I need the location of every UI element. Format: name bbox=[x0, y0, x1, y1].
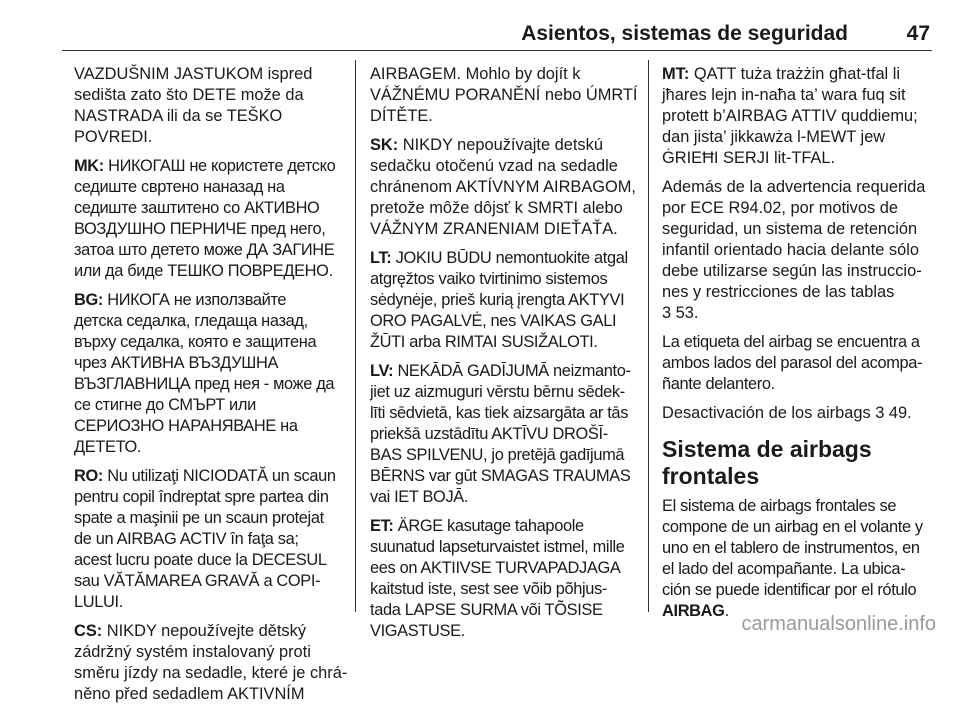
language-code-lt: LT: bbox=[370, 249, 392, 267]
language-code-bg: BG: bbox=[74, 291, 103, 309]
paragraph-lt: LT: JOKIU BŪDU nemontuokite atgal atgręžtos vaiko tvirtinimo sistemos sėdynėje, prieš kurią įrengta AKTYVI ORO PAGALVĖ, nes VAIKAS GALI ŽŪTI arba RIMTAI SUSIŽALOTI. bbox=[370, 249, 628, 351]
language-code-lv: LV: bbox=[370, 362, 394, 380]
watermark: carmanualsonline.info bbox=[741, 613, 936, 635]
paragraph-deactivation-ref: Desactivación de los airbags 3 49. bbox=[662, 404, 912, 422]
header-rule bbox=[62, 50, 932, 51]
language-code-et: ET: bbox=[370, 517, 394, 535]
page-reference-53[interactable]: 53. bbox=[671, 304, 699, 322]
paragraph-airbag-label: La etiqueta del airbag se encuentra a ambos lados del parasol del acompa- ñante delantero. bbox=[662, 333, 923, 393]
column-divider-1 bbox=[355, 60, 356, 612]
paragraph-mt: MT: QATT tuża trażżin għat-tfal li jħares lejn in-naħa ta’ wara fuq sit protett b’AIRBAG ATTIV quddiemu; dan jista’ jikkawża l-MEWT jew ĠRIEĦI SERJI lit-TFAL. bbox=[662, 65, 918, 167]
paragraph-ro: RO: Nu utilizaţi NICIODATĂ un scaun pentru copil îndreptat spre partea din spate a maşinii pe un scaun protejat de un AIRBAG ACTIV în faţa sa; acest lucru poate duce la DECESUL sau VĂTĂMAREA GRAVĂ a COPI- LULUI. bbox=[74, 467, 336, 611]
page-title: Asientos, sistemas de seguridad bbox=[521, 22, 848, 45]
page-header bbox=[0, 0, 960, 54]
paragraph-cs-continued: AIRBAGEM. Mohlo by dojít k VÁŽNÉMU PORANĚNÍ nebo ÚMRTÍ DÍTĚTE. bbox=[370, 65, 638, 125]
paragraph-sr-continued: VAZDUŠNIM JASTUKOM ispred sedišta zato što DETE može da NASTRADA ili da se TEŠKO POVREDI. bbox=[74, 65, 313, 146]
paragraph-cs: CS: NIKDY nepoužívejte dětský zádržný systém instalovaný proti směru jízdy na sedadle, které je chrá- něno před sedadlem AKTIVNÍM bbox=[74, 622, 348, 703]
page-reference-49[interactable]: 49. bbox=[884, 404, 912, 422]
airbag-label-bold: AIRBAG bbox=[662, 602, 725, 620]
language-code-mt: MT: bbox=[662, 65, 690, 83]
section-heading: Sistema de airbags frontales bbox=[662, 436, 872, 489]
language-code-ro: RO: bbox=[74, 467, 103, 485]
language-code-cs: CS: bbox=[74, 622, 103, 640]
column-1 bbox=[74, 64, 350, 713]
column-divider-2 bbox=[648, 60, 649, 612]
page-reference-arrow-icon: 3 bbox=[875, 404, 885, 422]
page-reference-arrow-icon: 3 bbox=[662, 304, 672, 322]
column-2 bbox=[370, 64, 638, 650]
language-code-sk: SK: bbox=[370, 136, 399, 154]
paragraph-et: ET: ÄRGE kasutage tahapoole suunatud lapseturvaistet istmel, mille ees on AKTIIVSE TURVAPADJAGA kaitstud iste, sest see võib põhjus- tada LAPSE SURMA või TÕSISE VIGASTUSE. bbox=[370, 517, 625, 640]
column-3 bbox=[662, 64, 932, 630]
paragraph-ece-advice: Además de la advertencia requerida por ECE R94.02, por motivos de seguridad, un sistema de retención infantil orientado hacia delante sólo debe utilizarse según las instruccio- nes y restricciones de las tablas 3 53. bbox=[662, 178, 926, 322]
paragraph-sk: SK: NIKDY nepoužívajte detskú sedačku otočenú vzad na sedadle chránenom AKTÍVNYM AIRBAGOM, pretože môže dôjsť k SMRTI alebo VÁŽNYM ZRANENIAM DIEŤAŤA. bbox=[370, 136, 636, 238]
paragraph-bg: BG: НИКОГА не използвайте детска седалка, гледаща назад, върху седалка, която е защитена чрез АКТИВНА ВЪЗДУШНА ВЪЗГЛАВНИЦА пред нея - може да се стигне до СМЪРТ или СЕРИОЗНО НАРАНЯВАНЕ на ДЕТЕТО. bbox=[74, 291, 335, 456]
language-code-mk: MK: bbox=[74, 157, 104, 175]
page-number: 47 bbox=[906, 22, 930, 45]
paragraph-frontal-airbags: El sistema de airbags frontales se compone de un airbag en el volante y uno en el tablero de instrumentos, en el lado del acompañante. La ubica- ción se puede identificar por el rótulo AIRBAG. bbox=[662, 497, 923, 620]
paragraph-mk: MK: НИКОГАШ не користете детско седиште свртено наназад на седиште заштитено со АКТИВНО ВОЗДУШНО ПЕРНИЧЕ пред него, затоа што детето може ДА ЗАГИНЕ или да биде ТЕШКО ПОВРЕДЕНО. bbox=[74, 157, 336, 280]
paragraph-lv: LV: NEKĀDĀ GADĪJUMĀ neizmanto- jiet uz aizmuguri vērstu bērnu sēdek- līti sēdvietā, kas tiek aizsargāta ar tās priekšā uzstādītu AKTĪVU DROŠĪ- BAS SPILVENU, jo pretējā gadījumā BĒRNS var gūt SMAGAS TRAUMAS vai IET BOJĀ. bbox=[370, 362, 631, 506]
